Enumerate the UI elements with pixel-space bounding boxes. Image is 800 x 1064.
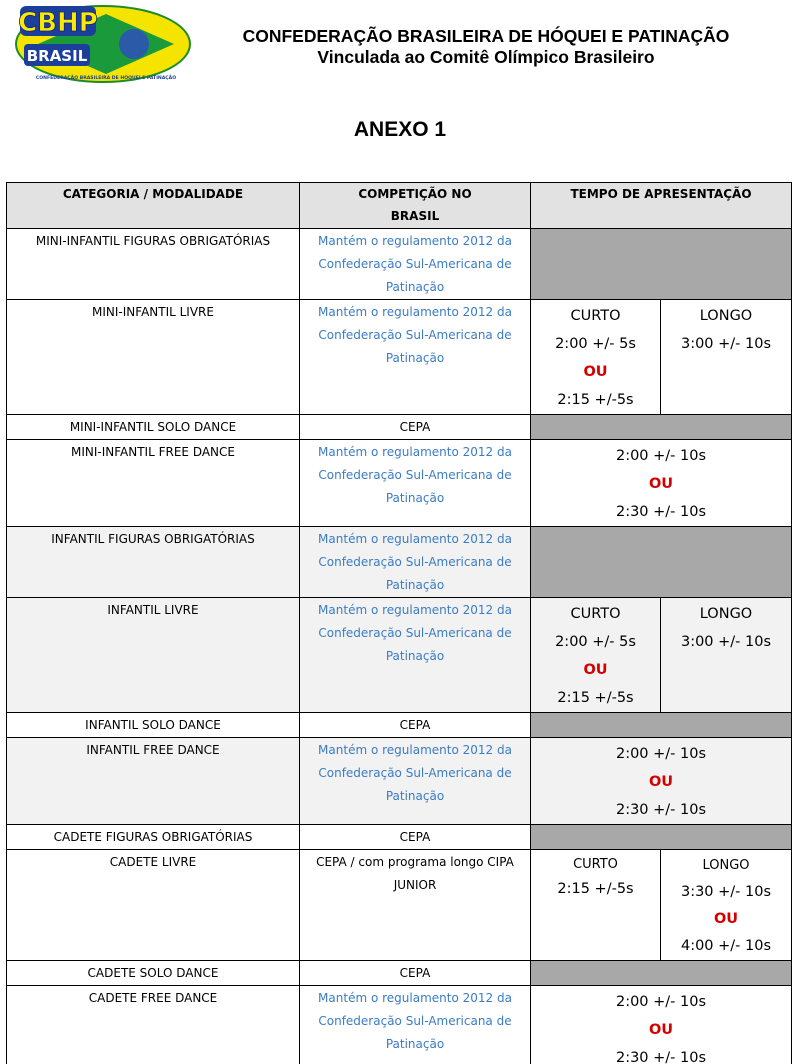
org-affiliation: Vinculada ao Comitê Olímpico Brasileiro	[317, 47, 655, 67]
row-competition: Mantém o regulamento 2012 da Confederação Sul-Americana de Patinação	[300, 300, 531, 415]
row-competition: Mantém o regulamento 2012 da Confederação Sul-Americana de Patinação	[300, 229, 531, 300]
row-category: CADETE FIGURAS OBRIGATÓRIAS	[7, 825, 300, 850]
row-time-empty	[531, 415, 792, 440]
row-time-empty	[531, 229, 792, 300]
svg-text:CONFEDERAÇÃO BRASILEIRA DE HÓQ: CONFEDERAÇÃO BRASILEIRA DE HÓQUEI E PATINAÇÃO	[35, 76, 177, 81]
row-time: CURTO 2:00 +/- 5s OU 2:15 +/-5s LONGO 3:00 +/- 10s	[531, 300, 792, 415]
cbhp-logo	[14, 4, 192, 84]
page-title: ANEXO 1	[353, 118, 447, 141]
row-time: 2:00 +/- 10s OU 2:30 +/- 10s	[531, 738, 792, 825]
table-row	[7, 850, 792, 961]
row-category: INFANTIL LIVRE	[7, 598, 300, 713]
table-row	[7, 527, 792, 598]
row-category: INFANTIL FREE DANCE	[7, 738, 300, 825]
presentation-time-table	[6, 182, 792, 1064]
row-time: CURTO 2:00 +/- 5s OU 2:15 +/-5s LONGO 3:00 +/- 10s	[531, 598, 792, 713]
table-row	[7, 598, 792, 713]
row-time: 2:00 +/- 10s OU 2:30 +/- 10s	[531, 440, 792, 527]
table-row	[7, 738, 792, 825]
col-time: TEMPO DE APRESENTAÇÃO	[531, 183, 792, 229]
col-competition: COMPETIÇÃO NO BRASIL	[300, 183, 531, 229]
row-category: CADETE FREE DANCE	[7, 986, 300, 1064]
row-competition: CEPA / com programa longo CIPA JUNIOR	[300, 850, 531, 961]
row-time-empty	[531, 527, 792, 598]
row-competition: CEPA	[300, 713, 531, 738]
row-competition: Mantém o regulamento 2012 da Confederação Sul-Americana de Patinação	[300, 440, 531, 527]
col-category: CATEGORIA / MODALIDADE	[7, 183, 300, 229]
table-row	[7, 300, 792, 415]
svg-text:CBHP: CBHP	[18, 8, 98, 38]
row-category: INFANTIL FIGURAS OBRIGATÓRIAS	[7, 527, 300, 598]
row-competition: CEPA	[300, 961, 531, 986]
org-name: CONFEDERAÇÃO BRASILEIRA DE HÓQUEI E PATINAÇÃO	[242, 26, 730, 46]
table-row	[7, 229, 792, 300]
row-category: MINI-INFANTIL SOLO DANCE	[7, 415, 300, 440]
row-category: MINI-INFANTIL LIVRE	[7, 300, 300, 415]
row-category: CADETE LIVRE	[7, 850, 300, 961]
table-row	[7, 713, 792, 738]
row-competition: Mantém o regulamento 2012 da Confederação Sul-Americana de Patinação	[300, 986, 531, 1064]
table-row	[7, 825, 792, 850]
row-competition: Mantém o regulamento 2012 da Confederação Sul-Americana de Patinação	[300, 527, 531, 598]
row-competition: CEPA	[300, 415, 531, 440]
row-time: CURTO 2:15 +/-5s LONGO 3:30 +/- 10s OU 4:00 +/- 10s	[531, 850, 792, 961]
row-time-empty	[531, 713, 792, 738]
row-competition: CEPA	[300, 825, 531, 850]
row-competition: Mantém o regulamento 2012 da Confederação Sul-Americana de Patinação	[300, 598, 531, 713]
table-header	[7, 183, 792, 229]
table-row	[7, 961, 792, 986]
row-category: MINI-INFANTIL FREE DANCE	[7, 440, 300, 527]
row-category: CADETE SOLO DANCE	[7, 961, 300, 986]
row-time-empty	[531, 961, 792, 986]
row-time-empty	[531, 825, 792, 850]
row-category: INFANTIL SOLO DANCE	[7, 713, 300, 738]
table-row	[7, 986, 792, 1064]
row-category: MINI-INFANTIL FIGURAS OBRIGATÓRIAS	[7, 229, 300, 300]
table-row	[7, 415, 792, 440]
row-time: 2:00 +/- 10s OU 2:30 +/- 10s	[531, 986, 792, 1064]
table-row	[7, 440, 792, 527]
row-competition: Mantém o regulamento 2012 da Confederação Sul-Americana de Patinação	[300, 738, 531, 825]
svg-text:BRASIL: BRASIL	[26, 47, 88, 65]
